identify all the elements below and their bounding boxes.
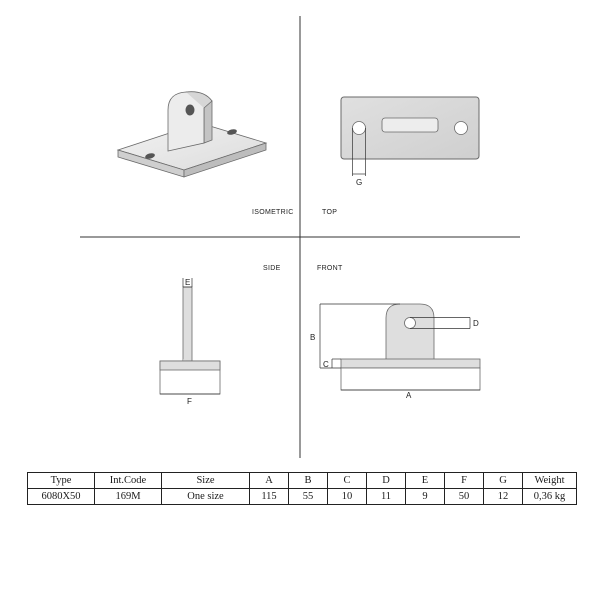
header-weight: Weight [523, 473, 577, 489]
cell-type: 6080X50 [28, 489, 95, 505]
header-g: G [484, 473, 523, 489]
dim-label-d: D [473, 319, 479, 328]
spec-table-container [27, 472, 576, 505]
cell-e: 9 [406, 489, 445, 505]
header-type: Type [28, 473, 95, 489]
top-label: TOP [322, 209, 338, 216]
front-label: FRONT [317, 265, 343, 272]
dim-label-g: G [356, 178, 363, 187]
header-size: Size [162, 473, 250, 489]
cell-f: 50 [445, 489, 484, 505]
dim-label-c: C [323, 360, 329, 369]
header-c: C [328, 473, 367, 489]
dim-label-b: B [310, 333, 316, 342]
cell-d: 11 [367, 489, 406, 505]
isometric-label: ISOMETRIC [252, 209, 294, 216]
cell-weight: 0,36 kg [523, 489, 577, 505]
header-d: D [367, 473, 406, 489]
isometric-view [118, 92, 266, 177]
cell-b: 55 [289, 489, 328, 505]
cell-g: 12 [484, 489, 523, 505]
spec-table [27, 472, 577, 505]
header-a: A [250, 473, 289, 489]
dim-label-e: E [185, 278, 191, 287]
header-e: E [406, 473, 445, 489]
dim-label-a: A [406, 391, 412, 400]
header-b: B [289, 473, 328, 489]
cell-c: 10 [328, 489, 367, 505]
table-row [28, 489, 577, 505]
cell-a: 115 [250, 489, 289, 505]
table-header-row [28, 473, 577, 489]
top-view [341, 97, 479, 176]
side-label: SIDE [263, 265, 281, 272]
header-f: F [445, 473, 484, 489]
header-int-code: Int.Code [95, 473, 162, 489]
front-view [320, 304, 480, 390]
cell-int-code: 169M [95, 489, 162, 505]
cell-size: One size [162, 489, 250, 505]
side-view [160, 278, 220, 394]
dim-label-f: F [187, 397, 192, 406]
